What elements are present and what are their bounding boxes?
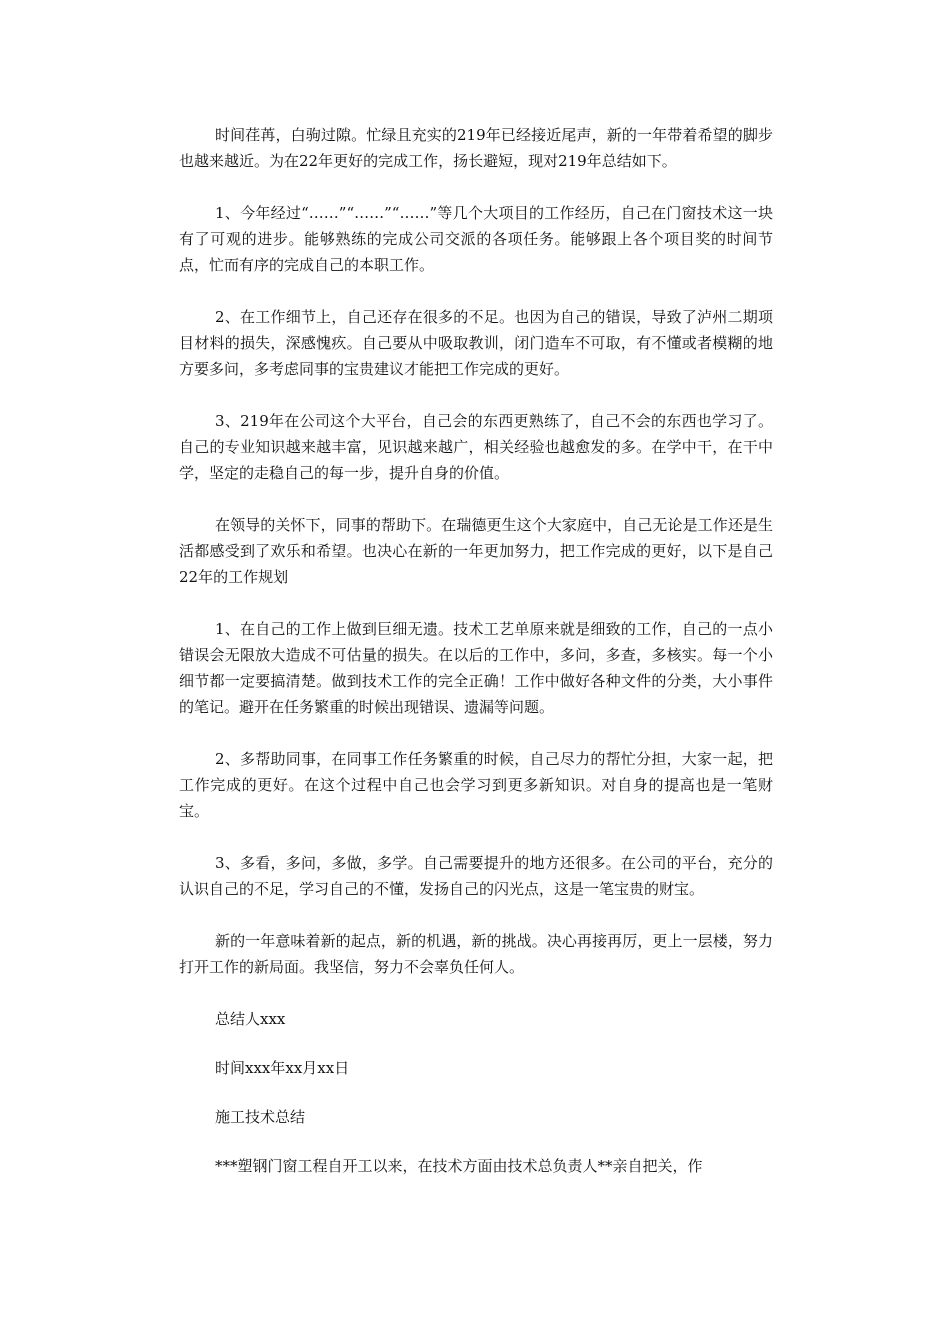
paragraph-plan-1: 1、在自己的工作上做到巨细无遗。技术工艺单原来就是细致的工作，自己的一点小错误会无限放大造成不可估量的损失。在以后的工作中，多问，多查，多核实。每一个小细节都一定要搞清楚。做到技术工作的完全正确！工作中做好各种文件的分类，大小事件的笔记。避开在任务繁重的时候出现错误、遗漏等问题。 xyxy=(179,620,773,716)
section-heading: 施工技术总结 xyxy=(215,1108,306,1126)
paragraph-review-3: 3、219年在公司这个大平台，自己会的东西更熟练了，自己不会的东西也学习了。自己的专业知识越来越丰富，见识越来越广，相关经验也越愈发的多。在学中干，在干中学，坚定的走稳自己的每一步，提升自身的价值。 xyxy=(179,412,773,482)
signature-line: 总结人xxx xyxy=(215,1010,286,1028)
paragraph-review-1: 1、今年经过“……”“……”“……”等几个大项目的工作经历，自己在门窗技术这一块有了可观的进步。能够熟练的完成公司交派的各项任务。能够跟上各个项目奖的时间节点，忙而有序的完成自己的本职工作。 xyxy=(179,204,773,274)
paragraph-plan-3: 3、多看，多问，多做，多学。自己需要提升的地方还很多。在公司的平台，充分的认识自己的不足，学习自己的不懂，发扬自己的闪光点，这是一笔宝贵的财宝。 xyxy=(179,854,773,898)
paragraph-review-2: 2、在工作细节上，自己还存在很多的不足。也因为自己的错误，导致了泸州二期项目材料的损失，深感愧疚。自己要从中吸取教训，闭门造车不可取，有不懂或者模糊的地方要多问，多考虑同事的宝贵建议才能把工作完成的更好。 xyxy=(179,308,773,378)
paragraph-plan-2: 2、多帮助同事，在同事工作任务繁重的时候，自己尽力的帮忙分担，大家一起，把工作完成的更好。在这个过程中自己也会学习到更多新知识。对自身的提高也是一笔财宝。 xyxy=(179,750,773,820)
paragraph-conclusion: 新的一年意味着新的起点，新的机遇，新的挑战。决心再接再厉，更上一层楼，努力打开工作的新局面。我坚信，努力不会辜负任何人。 xyxy=(179,932,773,976)
document-body xyxy=(179,122,773,1179)
date-line: 时间xxx年xx月xx日 xyxy=(215,1059,350,1077)
paragraph-section-start: ***塑钢门窗工程自开工以来，在技术方面由技术总负责人**亲自把关，作 xyxy=(215,1157,703,1175)
paragraph-transition: 在领导的关怀下，同事的帮助下。在瑞德更生这个大家庭中，自己无论是工作还是生活都感受到了欢乐和希望。也决心在新的一年更加努力，把工作完成的更好，以下是自己22年的工作规划 xyxy=(179,516,773,586)
paragraph-intro: 时间荏苒，白驹过隙。忙绿且充实的219年已经接近尾声，新的一年带着希望的脚步也越来越近。为在22年更好的完成工作，扬长避短，现对219年总结如下。 xyxy=(179,126,773,170)
